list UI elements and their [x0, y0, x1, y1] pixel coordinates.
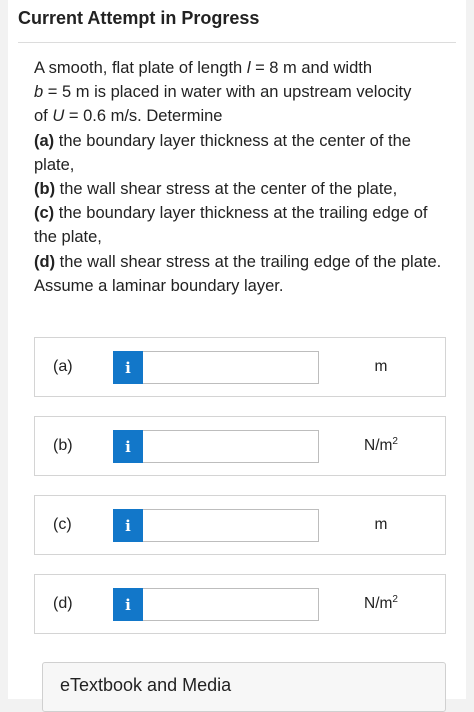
answer-input-c[interactable]	[143, 509, 319, 542]
answer-input-a[interactable]	[143, 351, 319, 384]
etextbook-media-button[interactable]	[42, 662, 446, 712]
answer-input-d[interactable]	[143, 588, 319, 621]
unit-label: m	[374, 516, 388, 533]
answer-label: (c)	[53, 516, 72, 533]
answer-row-d	[34, 574, 446, 634]
info-icon[interactable]: i	[113, 430, 143, 463]
part-a-text: (a) the boundary layer thickness at the center of the plate,	[34, 131, 411, 174]
page-title: Current Attempt in Progress	[18, 8, 260, 28]
answer-label: (d)	[53, 595, 73, 612]
answer-row-c	[34, 495, 446, 555]
answer-label: (b)	[53, 437, 73, 454]
answer-label: (a)	[53, 358, 73, 375]
info-icon[interactable]: i	[113, 588, 143, 621]
unit-label: $N/m^2$	[364, 435, 398, 454]
problem-statement	[34, 56, 444, 298]
unit-label: m	[374, 358, 388, 375]
answer-input-b[interactable]	[143, 430, 319, 463]
divider	[18, 42, 456, 43]
answer-row-a	[34, 337, 446, 397]
info-icon[interactable]: i	[113, 351, 143, 384]
assumption-text: Assume a laminar boundary layer.	[34, 276, 284, 295]
part-c-text: (c) the boundary layer thickness at the trailing edge of the plate,	[34, 204, 428, 247]
info-icon[interactable]: i	[113, 509, 143, 542]
unit-label: $N/m^2$	[364, 593, 398, 612]
question-card	[8, 0, 466, 699]
answer-row-b	[34, 416, 446, 476]
problem-intro: A smooth, flat plate of length l = 8 m and width b = 5 m is placed in water with an upstream velocity of U = 0.6 m/s. Determine	[34, 59, 412, 126]
part-d-text: (d) the wall shear stress at the trailing edge of the plate.	[34, 252, 442, 271]
etextbook-label: eTextbook and Media	[60, 675, 232, 695]
part-b-text: (b) the wall shear stress at the center of the plate,	[34, 180, 398, 199]
